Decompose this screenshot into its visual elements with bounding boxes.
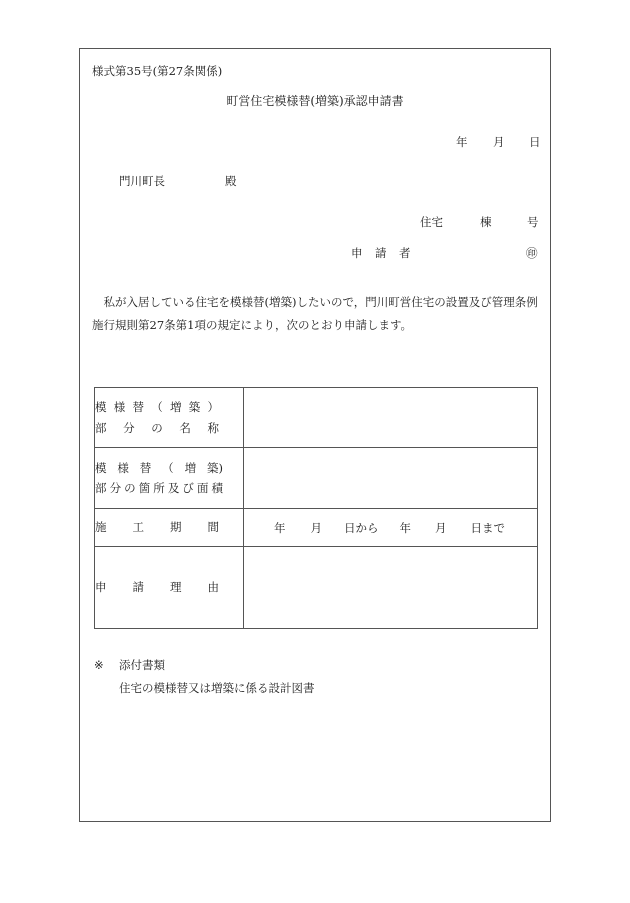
- period-day-end: 日まで: [470, 520, 505, 535]
- table-row: [95, 448, 538, 509]
- label-char: 替: [132, 400, 144, 415]
- label-char: 施: [95, 520, 107, 535]
- period-year-start: 年: [274, 520, 286, 535]
- label-char: 様: [113, 400, 126, 415]
- addressee-honorific: 殿: [225, 174, 237, 188]
- label-char: び: [182, 481, 194, 495]
- address-building: 棟: [480, 215, 492, 229]
- label-char: 模: [95, 400, 107, 415]
- form-frame: [79, 48, 551, 822]
- note-mark: ※: [94, 658, 104, 672]
- label-char: の: [151, 420, 163, 435]
- table-row: [95, 509, 538, 547]
- period-year-end: 年: [399, 520, 411, 535]
- location-area-field[interactable]: [244, 448, 538, 509]
- label-char: 申: [95, 580, 107, 595]
- label-char: 請: [132, 580, 144, 595]
- label-char: ）: [207, 400, 219, 415]
- label-char: 増: [184, 460, 197, 475]
- table-row: [95, 388, 538, 448]
- body-text: 私が入居している住宅を模様替(増築)したいので，門川町営住宅の設置及び管理条例施行規則第27条第1項の規定により，次のとおり申請します。: [92, 295, 538, 332]
- address-number: 号: [527, 215, 539, 229]
- label-char: 箇: [138, 481, 151, 495]
- label-char: 間: [207, 520, 219, 535]
- table-row: [95, 547, 538, 629]
- date-day: 日: [529, 135, 541, 149]
- address-label: 住宅: [420, 215, 443, 229]
- row-label-period: [95, 509, 244, 547]
- name-field[interactable]: [244, 388, 538, 448]
- label-char: 様: [117, 460, 129, 475]
- label-char: 築): [206, 460, 223, 475]
- label-char: 工: [132, 520, 144, 535]
- label-char: 面: [196, 481, 209, 495]
- label-char: 替: [139, 460, 152, 475]
- note-heading: 添付書類: [119, 658, 165, 672]
- applicant-label-2: 請: [375, 246, 387, 260]
- label-char: 積: [211, 481, 223, 495]
- addressee-name: 門川町長: [119, 174, 165, 188]
- label-char: 分: [109, 481, 122, 495]
- seal-mark: ㊞: [526, 246, 538, 260]
- form-number: 様式第35号(第27条関係): [92, 64, 223, 78]
- period-field[interactable]: [244, 509, 538, 547]
- label-char: 模: [95, 460, 107, 475]
- label-char: （: [151, 400, 163, 415]
- applicant-label-1: 申: [351, 246, 363, 260]
- label-char: 築: [188, 400, 201, 415]
- label-char: 称: [207, 420, 219, 435]
- label-char: 部: [95, 420, 107, 435]
- label-char: 分: [123, 420, 135, 435]
- label-char: 及: [167, 481, 180, 495]
- label-char: 由: [207, 580, 219, 595]
- row-label-location-area: [95, 448, 244, 509]
- label-char: 理: [170, 580, 182, 595]
- note-item: 住宅の模様替又は増築に係る設計図書: [119, 681, 315, 695]
- date-year: 年: [456, 135, 468, 149]
- label-char: 所: [153, 481, 165, 495]
- label-char: （: [162, 460, 174, 475]
- period-day-start: 日から: [344, 520, 379, 535]
- application-table: [94, 387, 538, 629]
- reason-field[interactable]: [244, 547, 538, 629]
- page-title: 町営住宅模様替(増築)承認申請書: [226, 94, 404, 108]
- date-month: 月: [493, 135, 505, 149]
- label-char: の: [124, 481, 136, 495]
- label-char: 増: [170, 400, 182, 415]
- row-label-reason: [95, 547, 244, 629]
- period-month-start: 月: [310, 520, 322, 535]
- row-label-name: [95, 388, 244, 448]
- applicant-label-3: 者: [399, 246, 411, 260]
- label-char: 期: [170, 520, 182, 535]
- label-char: 名: [179, 420, 191, 435]
- label-char: 部: [95, 481, 107, 495]
- period-month-end: 月: [435, 520, 447, 535]
